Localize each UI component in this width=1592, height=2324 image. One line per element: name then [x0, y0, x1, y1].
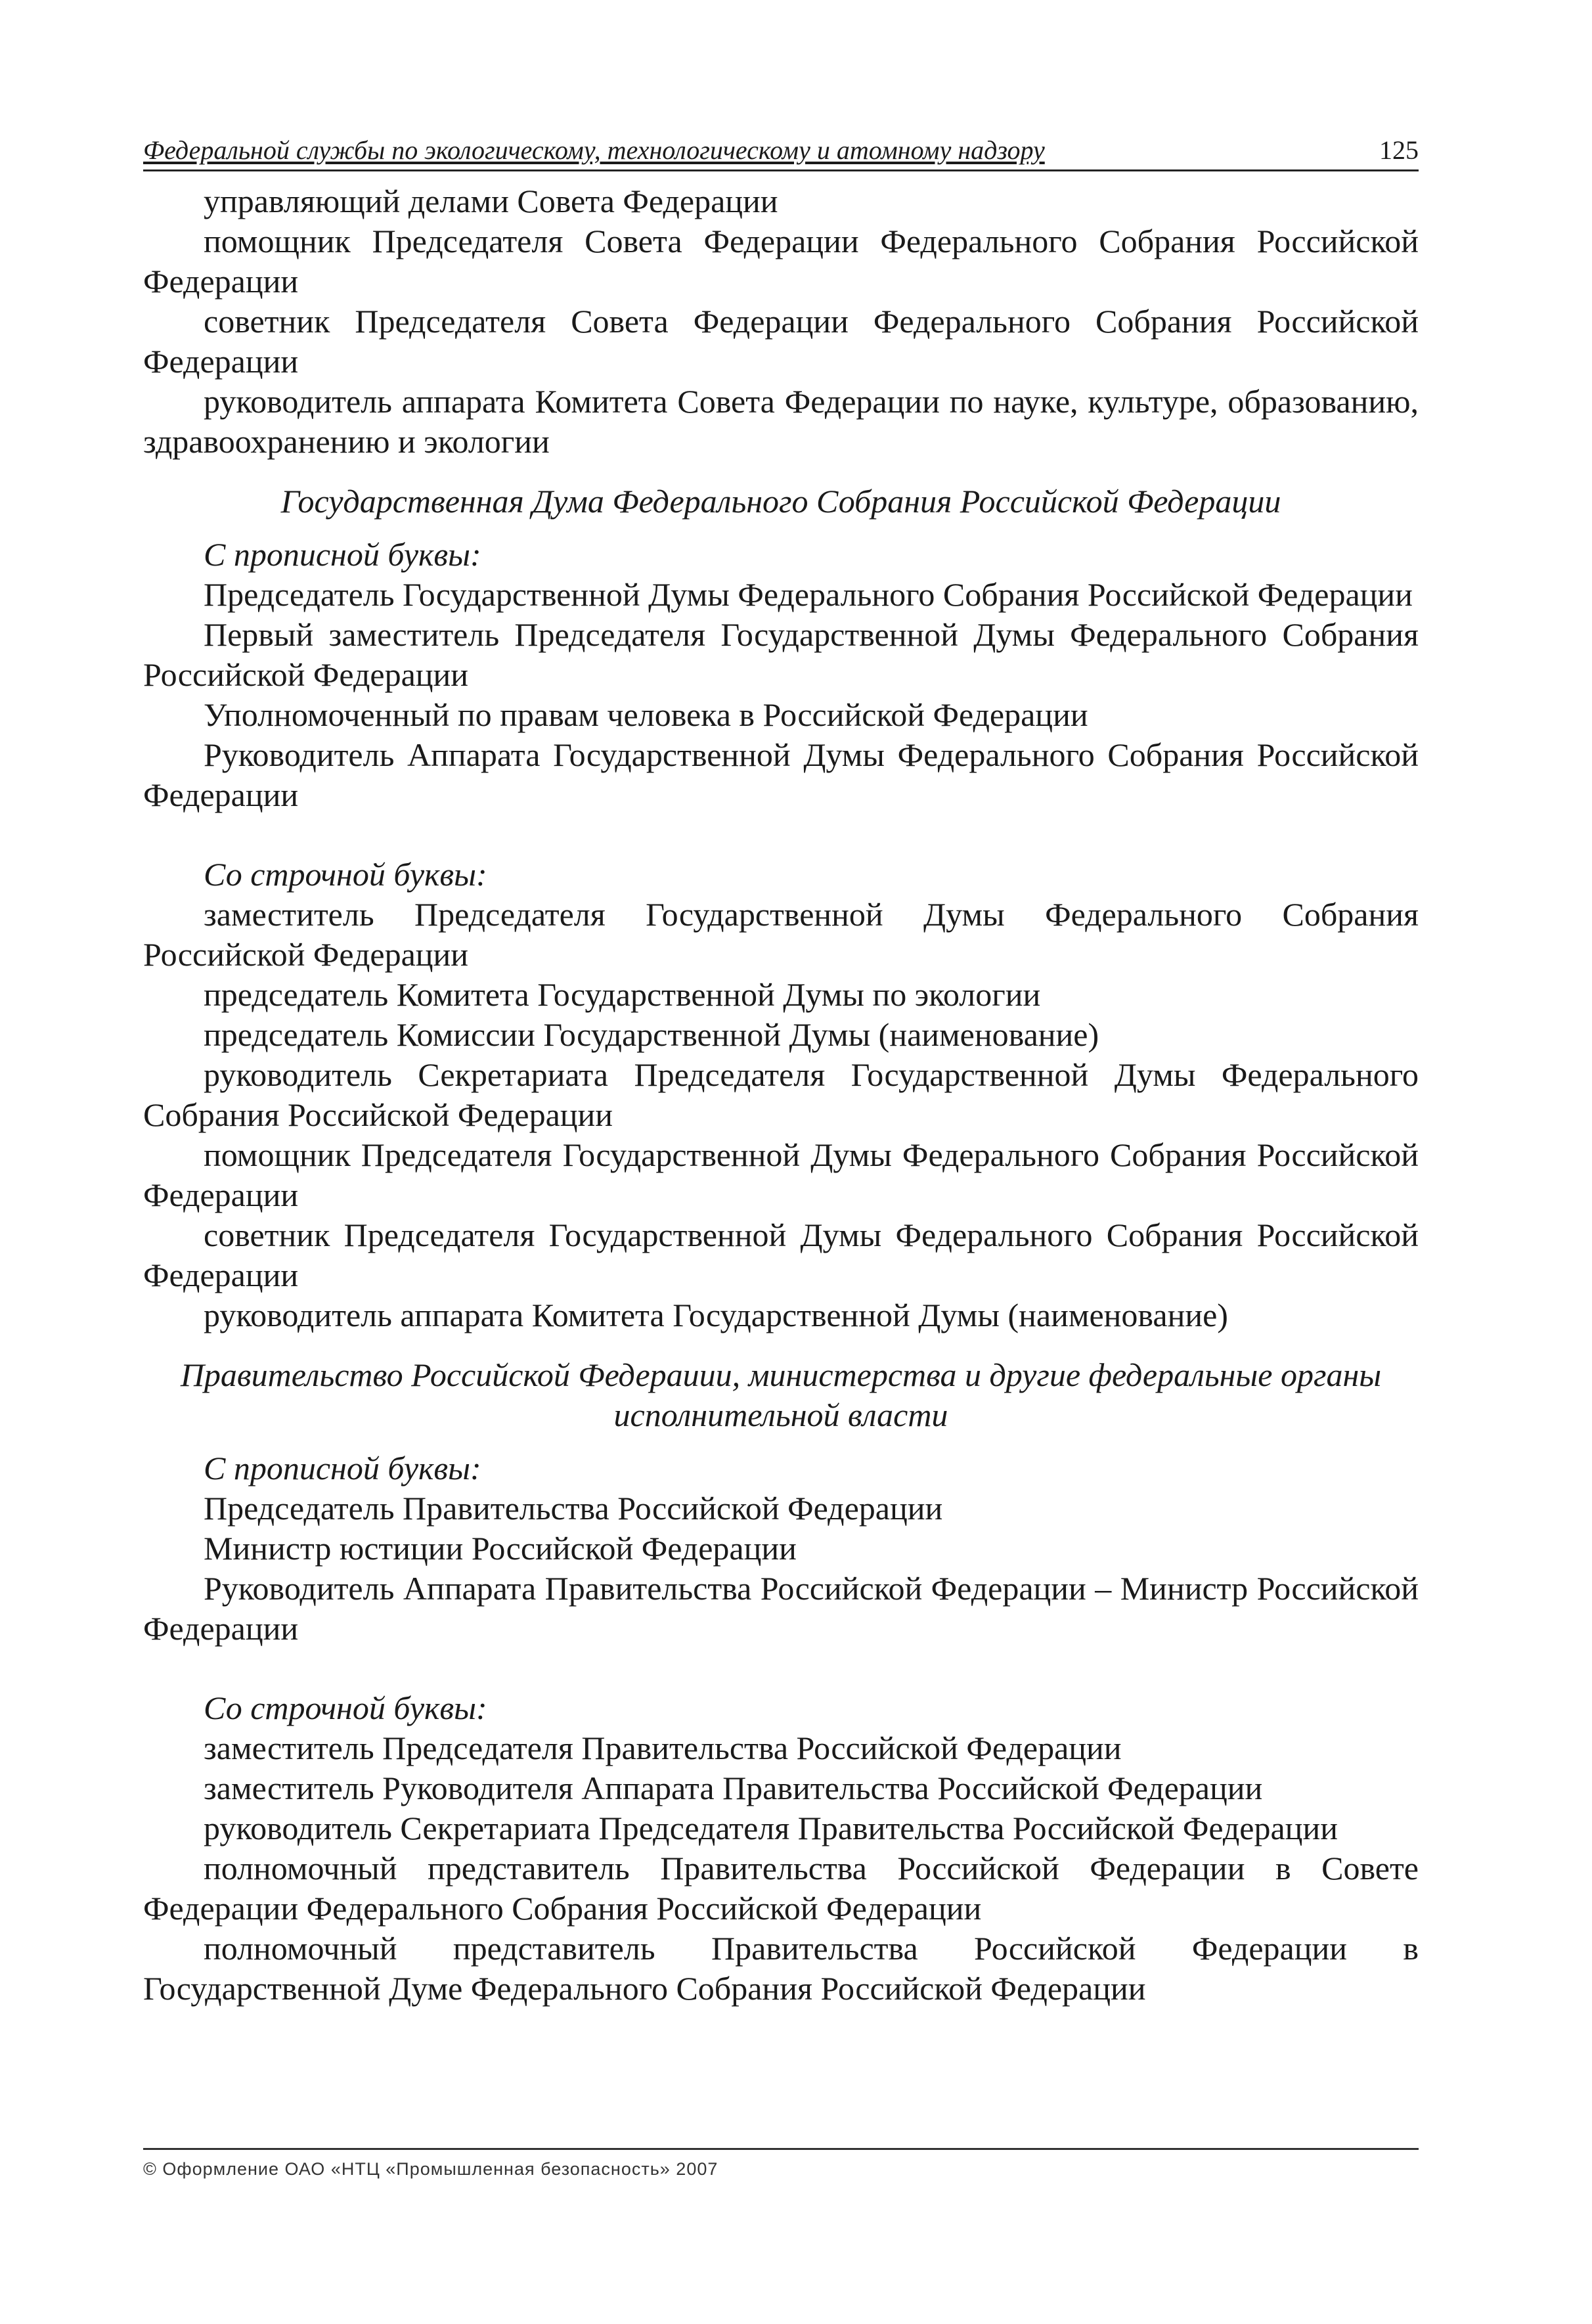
subheading-lowercase: Со строчной буквы:: [204, 856, 487, 893]
subheading-uppercase: С прописной буквы:: [204, 1450, 481, 1486]
page-footer: [143, 2148, 1419, 2179]
section-heading-duma: Государственная Дума Федерального Собрания Российской Федерации: [280, 483, 1281, 520]
entry-line: советник Председателя Совета Федерации Федерального Собрания Российской Федерации: [143, 303, 1419, 380]
subheading-uppercase: С прописной буквы:: [204, 536, 481, 573]
page-number: 125: [1379, 135, 1419, 165]
copyright-notice: © Оформление ОАО «НТЦ «Промышленная безопасность» 2007: [143, 2159, 719, 2179]
entry-line: Председатель Правительства Российской Федерации: [204, 1490, 943, 1527]
entry-line: заместитель Председателя Правительства Российской Федерации: [204, 1730, 1122, 1766]
entry-line: советник Председателя Государственной Думы Федерального Собрания Российской Федерации: [143, 1217, 1419, 1293]
entry-line: Председатель Государственной Думы Федерального Собрания Российской Федерации: [204, 576, 1413, 613]
entry-line: Министр юстиции Российской Федерации: [204, 1530, 797, 1567]
subheading-lowercase: Со строчной буквы:: [204, 1689, 487, 1726]
entry-line: председатель Комиссии Государственной Думы (наименование): [204, 1016, 1099, 1053]
entry-line: руководитель аппарата Комитета Государственной Думы (наименование): [204, 1297, 1228, 1333]
document-page: [143, 0, 1419, 2324]
entry-line: Руководитель Аппарата Правительства Российской Федерации – Министр Российской Федерации: [143, 1570, 1419, 1647]
entry-line: руководитель Секретариата Председателя Государственной Думы Федерального Собрания Российской Федерации: [143, 1056, 1419, 1133]
entry-line: заместитель Председателя Государственной Думы Федерального Собрания Российской Федерации: [143, 896, 1419, 973]
entry-line: полномочный представитель Правительства Российской Федерации в Совете Федерации Федерального Собрания Российской Федерации: [143, 1850, 1419, 1927]
entry-line: руководитель аппарата Комитета Совета Федерации по науке, культуре, образованию, здравоохранению и экологии: [143, 383, 1419, 460]
running-title: Федеральной службы по экологическому, технологическому и атомному надзору: [143, 135, 1045, 165]
entry-line: председатель Комитета Государственной Думы по экологии: [204, 976, 1041, 1013]
entry-line: Руководитель Аппарата Государственной Думы Федерального Собрания Российской Федерации: [143, 736, 1419, 813]
entry-line: Первый заместитель Председателя Государственной Думы Федерального Собрания Российской Федерации: [143, 616, 1419, 693]
page-body: [143, 181, 1419, 2009]
entry-line: помощник Председателя Государственной Думы Федерального Собрания Российской Федерации: [143, 1136, 1419, 1213]
section-heading-government: Правительство Российской Федераиии, министерства и другие федеральные органы исполнительной власти: [180, 1356, 1382, 1433]
entry-line: руководитель Секретариата Председателя Правительства Российской Федерации: [204, 1810, 1338, 1846]
entry-line: заместитель Руководителя Аппарата Правительства Российской Федерации: [204, 1770, 1263, 1806]
entry-line: Уполномоченный по правам человека в Российской Федерации: [204, 696, 1088, 733]
entry-line: управляющий делами Совета Федерации: [204, 183, 778, 219]
entry-line: помощник Председателя Совета Федерации Федерального Собрания Российской Федерации: [143, 223, 1419, 300]
entry-line: полномочный представитель Правительства Российской Федерации в Государственной Думе Федерального Собрания Российской Федерации: [143, 1930, 1419, 2007]
running-header: [143, 131, 1419, 171]
